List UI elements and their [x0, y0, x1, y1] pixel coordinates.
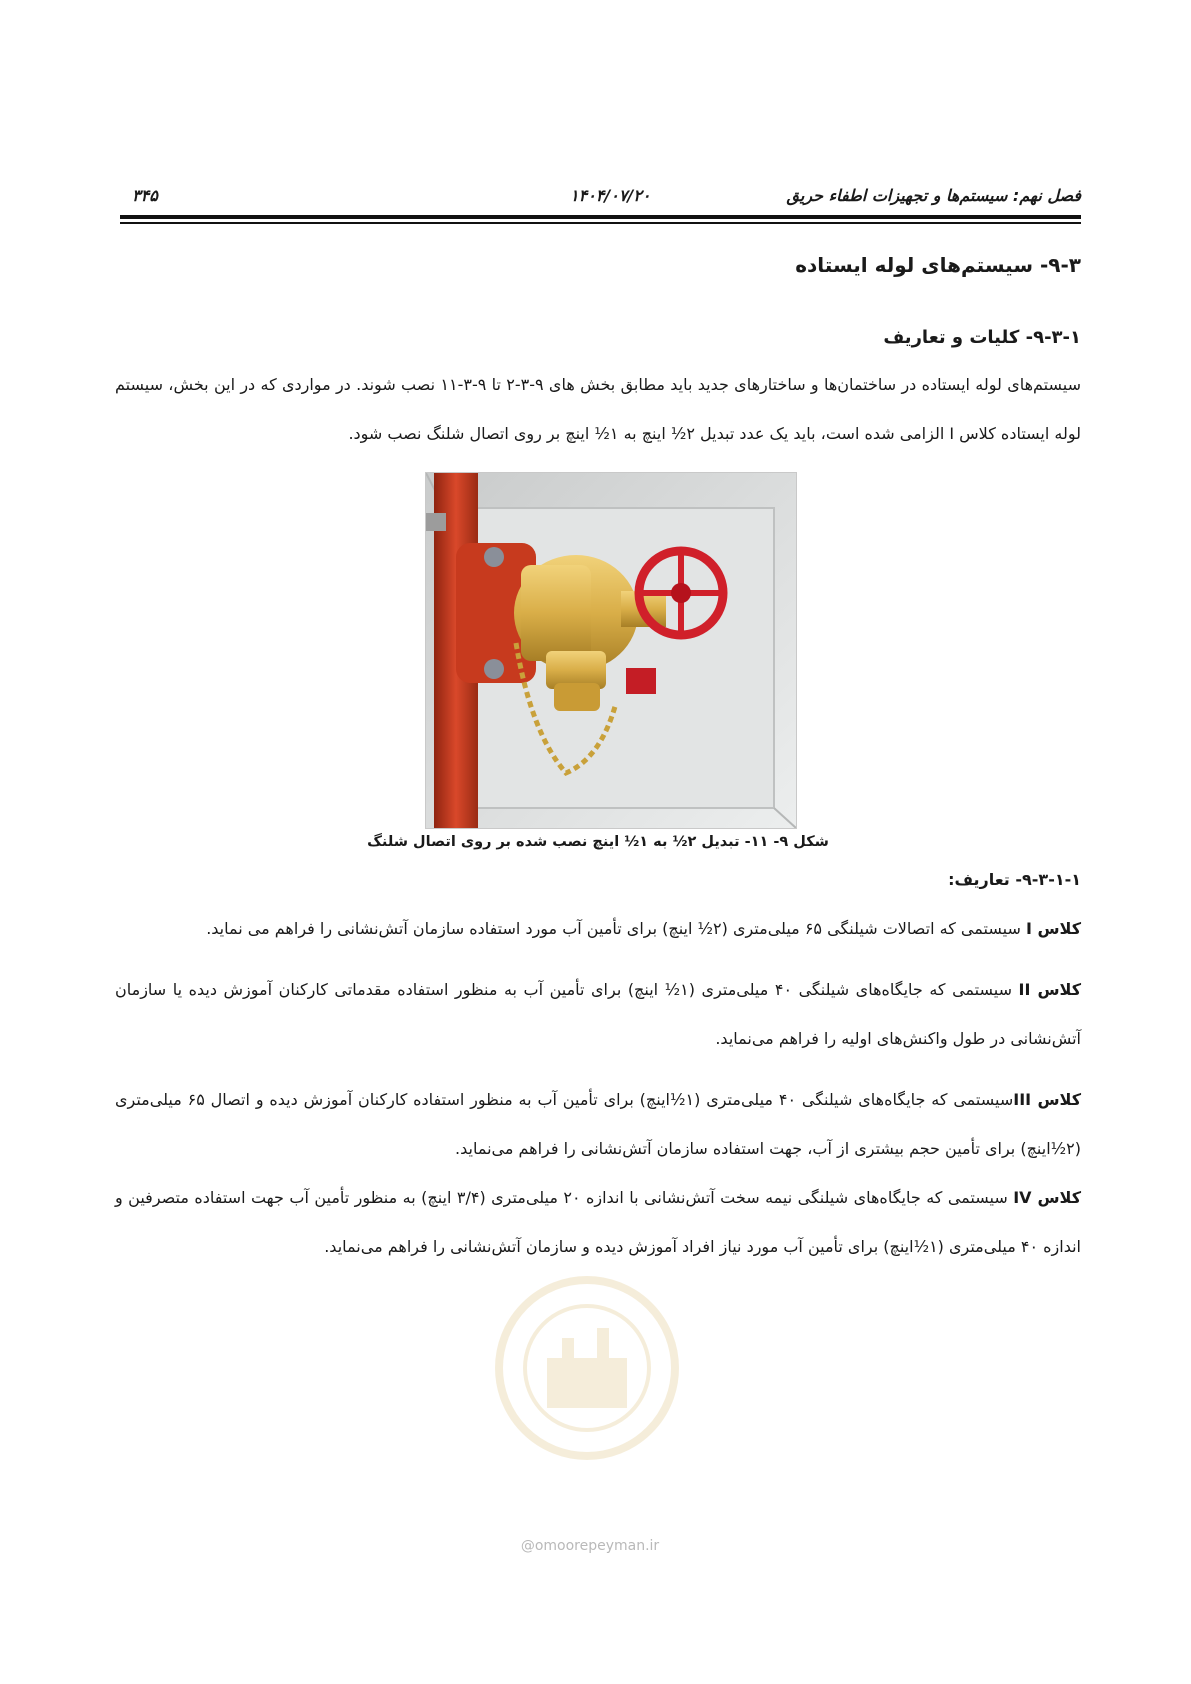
definition-class-1 [115, 904, 1081, 953]
standpipe-valve-photo [425, 472, 797, 829]
figure-caption: شکل ۹- ۱۱- تبدیل ۲½ به ۱½ اینچ نصب شده بر روی اتصال شلنگ [367, 834, 829, 850]
definition-class-2 [115, 965, 1081, 1063]
hose-valve-illustration [426, 473, 796, 828]
watermark-url: @omoorepeyman.ir [520, 1538, 660, 1554]
class-label: کلاس III [1013, 1090, 1081, 1109]
watermark-logo [492, 1268, 682, 1468]
header-rule-thin [120, 222, 1081, 224]
figure [115, 458, 1081, 850]
page-number: ۳۴۵ [132, 186, 158, 205]
class-label: کلاس IV [1013, 1188, 1082, 1207]
page-content [115, 242, 1081, 1271]
header-date: ۱۴۰۴/۰۷/۲۰ [570, 186, 651, 205]
subsection-heading: ۹-۳-۱- کلیات و تعاریف [883, 327, 1081, 348]
intro-paragraph: سیستم‌های لوله ایستاده در ساختمان‌ها و ساختارهای جدید باید مطابق بخش های ۹-۳-۲ تا ۹-۳-۱۱ نصب شوند. در مواردی که در این بخش، سیستم لوله ایستاده کلاس I الزامی شده است، باید یک عدد تبدیل ۲½ اینچ به ۱½ اینچ بر روی اتصال شلنگ نصب شود. [115, 375, 1082, 443]
class-description: سیستمی که جایگاه‌های شیلنگی نیمه سخت آتش‌نشانی با اندازه ۲۰ میلی‌متری (۳/۴ اینچ) به منظور تأمین آب جهت استفاده متصرفین و اندازه ۴۰ میلی‌متری (۱½اینچ) برای تأمین آب مورد نیاز افراد آموزش دیده و سازمان آتش‌نشانی را فراهم می‌نماید. [115, 1188, 1081, 1256]
running-header [122, 180, 1081, 214]
class-description: سیستمی که جایگاه‌های شیلنگی ۴۰ میلی‌متری (۱½اینچ) برای تأمین آب به منظور استفاده کارکنان آموزش دیده و اتصال ۶۵ میلی‌متری (۲½اینچ) برای تأمین حجم بیشتری از آب، جهت استفاده سازمان آتش‌نشانی را فراهم می‌نماید. [115, 1090, 1081, 1158]
definitions-heading: ۹-۳-۱-۱- تعاریف: [948, 870, 1081, 889]
class-description: سیستمی که جایگاه‌های شیلنگی ۴۰ میلی‌متری (۱½ اینچ) برای تأمین آب به منظور استفاده مقدماتی کارکنان آموزش دیده یا سازمان آتش‌نشانی در طول واکنش‌های اولیه را فراهم می‌نماید. [115, 980, 1081, 1048]
chapter-title: فصل نهم: سیستم‌ها و تجهیزات اطفاء حریق [786, 186, 1081, 205]
class-description: سیستمی که اتصالات شیلنگی ۶۵ میلی‌متری (۲½ اینچ) برای تأمین آب مورد استفاده سازمان آتش‌نشانی را فراهم می نماید. [206, 919, 1026, 938]
class-label: کلاس I [1025, 919, 1081, 938]
header-rule-thick [120, 215, 1081, 219]
definition-class-3 [115, 1075, 1081, 1173]
section-heading: ۹-۳- سیستم‌های لوله ایستاده [795, 253, 1081, 277]
class-label: کلاس II [1018, 980, 1082, 999]
definition-class-4 [115, 1173, 1081, 1271]
